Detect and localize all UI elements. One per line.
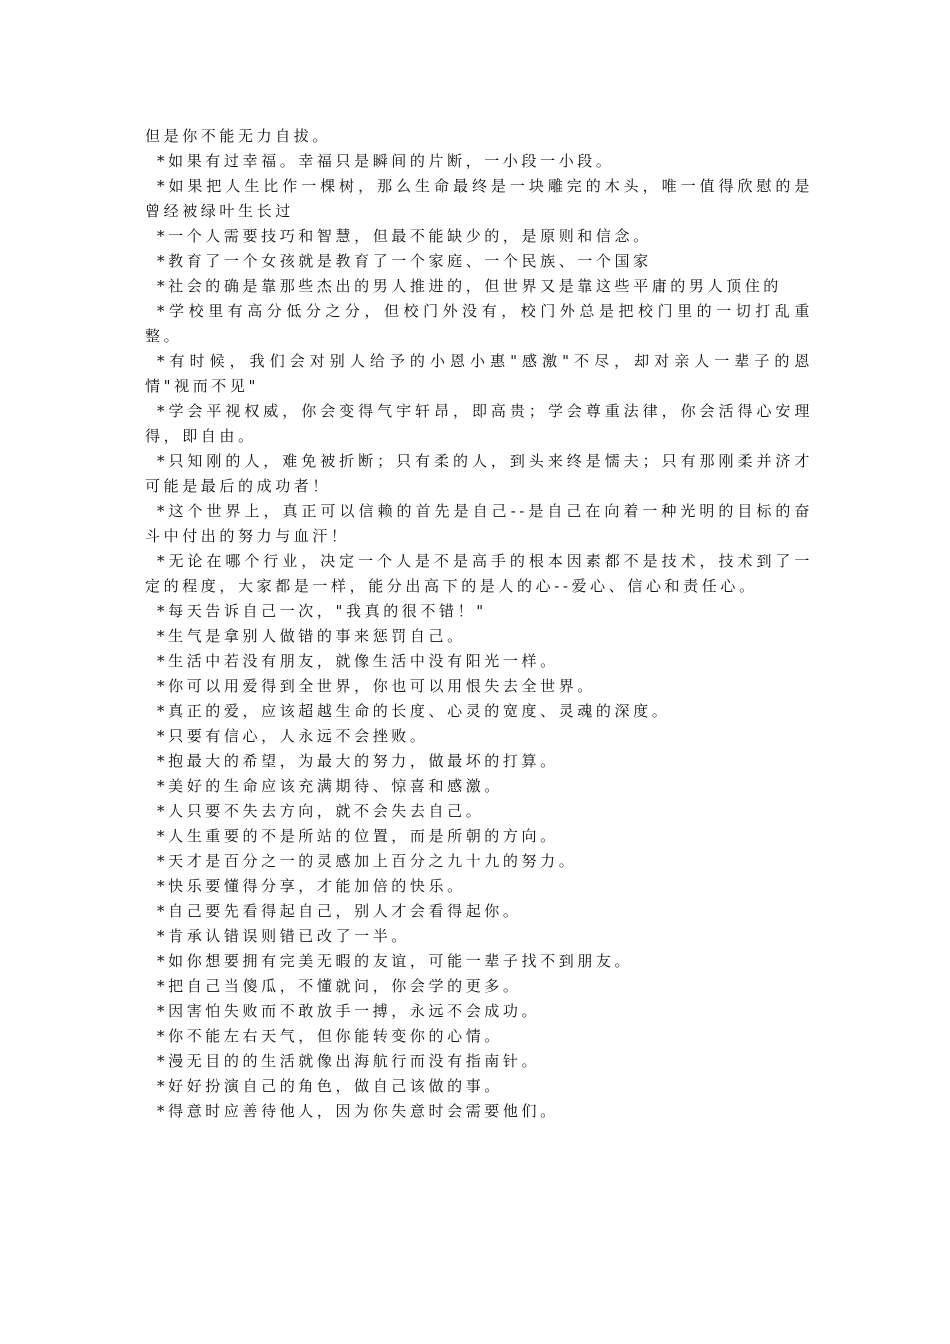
paragraph: *只要有信心，人永远不会挫败。 (157, 727, 429, 745)
paragraph: *你不能左右天气，但你能转变你的心情。 (157, 1027, 503, 1045)
paragraph: *学校里有高分低分之分，但校门外没有，校门外总是把校门里的一切打乱重整。 (145, 302, 813, 345)
paragraph: *如果把人生比作一棵树，那么生命最终是一块雕完的木头，唯一值得欣慰的是曾经被绿叶生长过 (145, 177, 813, 220)
paragraph: *如果有过幸福。幸福只是瞬间的片断，一小段一小段。 (157, 152, 615, 170)
paragraph: *好好扮演自己的角色，做自己该做的事。 (157, 1077, 503, 1095)
paragraph: *如你想要拥有完美无暇的友谊，可能一辈子找不到朋友。 (157, 952, 634, 970)
paragraph: *美好的生命应该充满期待、惊喜和感激。 (157, 777, 503, 795)
paragraph: *得意时应善待他人，因为你失意时会需要他们。 (157, 1102, 559, 1120)
paragraph: *无论在哪个行业，决定一个人是不是高手的根本因素都不是技术，技术到了一定的程度，大家都是一样，能分出高下的是人的心--爱心、信心和责任心。 (145, 552, 813, 595)
paragraph: *社会的确是靠那些杰出的男人推进的，但世界又是靠这些平庸的男人顶住的 (157, 277, 782, 295)
paragraph: *抱最大的希望，为最大的努力，做最坏的打算。 (157, 752, 559, 770)
paragraph: *每天告诉自己一次，"我真的很不错！" (157, 602, 487, 620)
paragraph: *这个世界上，真正可以信赖的首先是自己--是自己在向着一种光明的目标的奋斗中付出的努力与血汗！ (145, 502, 813, 545)
paragraph: *你可以用爱得到全世界，你也可以用恨失去全世界。 (157, 677, 596, 695)
paragraph: *只知刚的人，难免被折断；只有柔的人，到头来终是懦夫；只有那刚柔并济才可能是最后的成功者！ (145, 452, 813, 495)
paragraph: *学会平视权威，你会变得气宇轩昂，即高贵；学会尊重法律，你会活得心安理得，即自由。 (145, 402, 813, 445)
paragraph: *人生重要的不是所站的位置，而是所朝的方向。 (157, 827, 559, 845)
paragraph: *漫无目的的生活就像出海航行而没有指南针。 (157, 1052, 541, 1070)
paragraph: *生气是拿别人做错的事来惩罚自己。 (157, 627, 466, 645)
paragraph: *肯承认错误则错已改了一半。 (157, 927, 410, 945)
paragraph: *因害怕失败而不敢放手一搏，永远不会成功。 (157, 1002, 541, 1020)
paragraph: *把自己当傻瓜，不懂就问，你会学的更多。 (157, 977, 522, 995)
paragraph: *人只要不失去方向，就不会失去自己。 (157, 802, 485, 820)
paragraph: *真正的爱，应该超越生命的长度、心灵的宽度、灵魂的深度。 (157, 702, 671, 720)
paragraph: *生活中若没有朋友，就像生活中没有阳光一样。 (157, 652, 559, 670)
paragraph: *教育了一个女孩就是教育了一个家庭、一个民族、一个国家 (157, 252, 652, 270)
paragraph: *天才是百分之一的灵感加上百分之九十九的努力。 (157, 852, 578, 870)
document-body (145, 124, 813, 1124)
paragraph: *快乐要懂得分享，才能加倍的快乐。 (157, 877, 466, 895)
paragraph: *自己要先看得起自己，别人才会看得起你。 (157, 902, 522, 920)
paragraph: *一个人需要技巧和智慧，但最不能缺少的，是原则和信念。 (157, 227, 652, 245)
paragraph: 但是你不能无力自拔。 (145, 127, 332, 145)
paragraph: *有时候，我们会对别人给予的小恩小惠"感激"不尽，却对亲人一辈子的恩情"视而不见" (145, 352, 813, 395)
